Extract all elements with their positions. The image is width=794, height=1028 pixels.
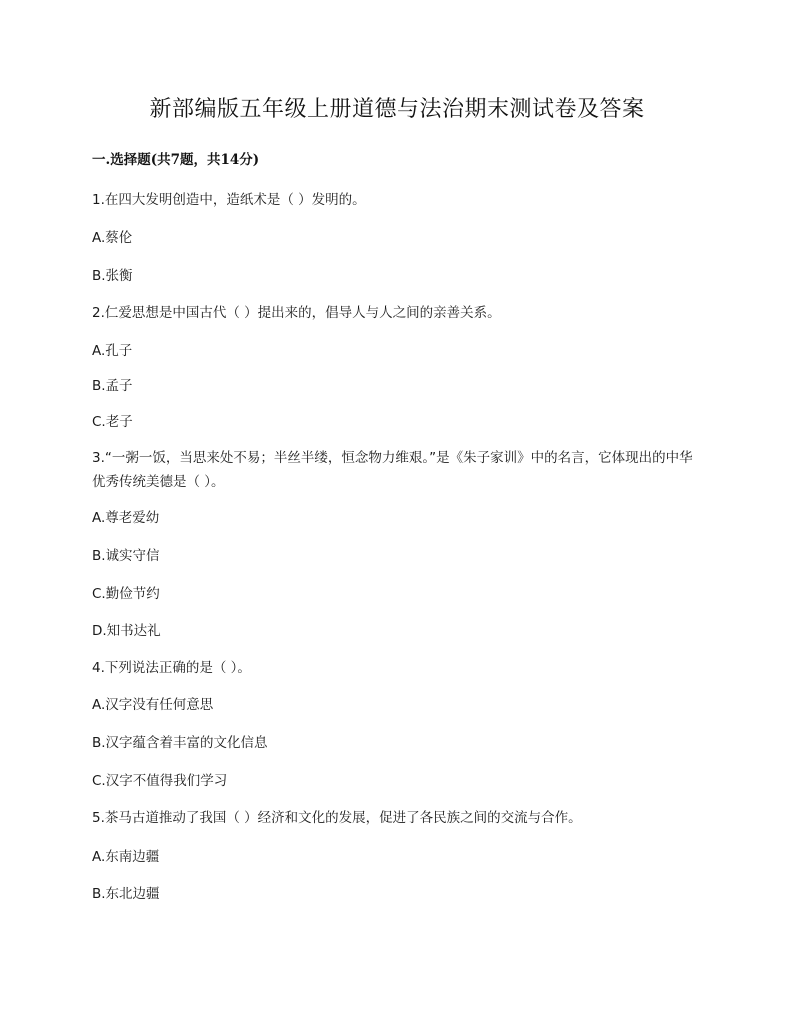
question-1-option-b: B.张衡 [92, 268, 133, 284]
question-5-option-a: A.东南边疆 [92, 849, 160, 865]
question-1-stem: 1.在四大发明创造中，造纸术是（ ）发明的。 [92, 192, 366, 208]
question-4-stem: 4.下列说法正确的是（ ）。 [92, 660, 251, 676]
question-1-option-a: A.蔡伦 [92, 230, 133, 246]
question-4-option-a: A.汉字没有任何意思 [92, 697, 214, 713]
question-4-option-b: B.汉字蕴含着丰富的文化信息 [92, 735, 268, 751]
question-3-option-a: A.尊老爱幼 [92, 510, 160, 526]
question-5-option-b: B.东北边疆 [92, 886, 160, 902]
question-2-stem: 2.仁爱思想是中国古代（ ）提出来的，倡导人与人之间的亲善关系。 [92, 305, 501, 321]
question-3-option-d: D.知书达礼 [92, 623, 161, 639]
question-3-stem: 3.“一粥一饭，当思来处不易；半丝半缕，恒念物力维艰。”是《朱子家训》中的名言，它体现出的中华优秀传统美德是（ ）。 [92, 450, 693, 490]
question-5-stem: 5.茶马古道推动了我国（ ）经济和文化的发展，促进了各民族之间的交流与合作。 [92, 810, 582, 826]
document-title: 新部编版五年级上册道德与法治期末测试卷及答案 [149, 97, 645, 122]
question-3-option-b: B.诚实守信 [92, 548, 160, 564]
question-2-option-c: C.老子 [92, 414, 133, 430]
section-heading: 一.选择题(共7题，共14分) [92, 152, 260, 168]
question-2-option-a: A.孔子 [92, 343, 133, 359]
question-3-option-c: C.勤俭节约 [92, 586, 160, 602]
question-2-option-b: B.孟子 [92, 378, 133, 394]
question-4-option-c: C.汉字不值得我们学习 [92, 773, 228, 789]
